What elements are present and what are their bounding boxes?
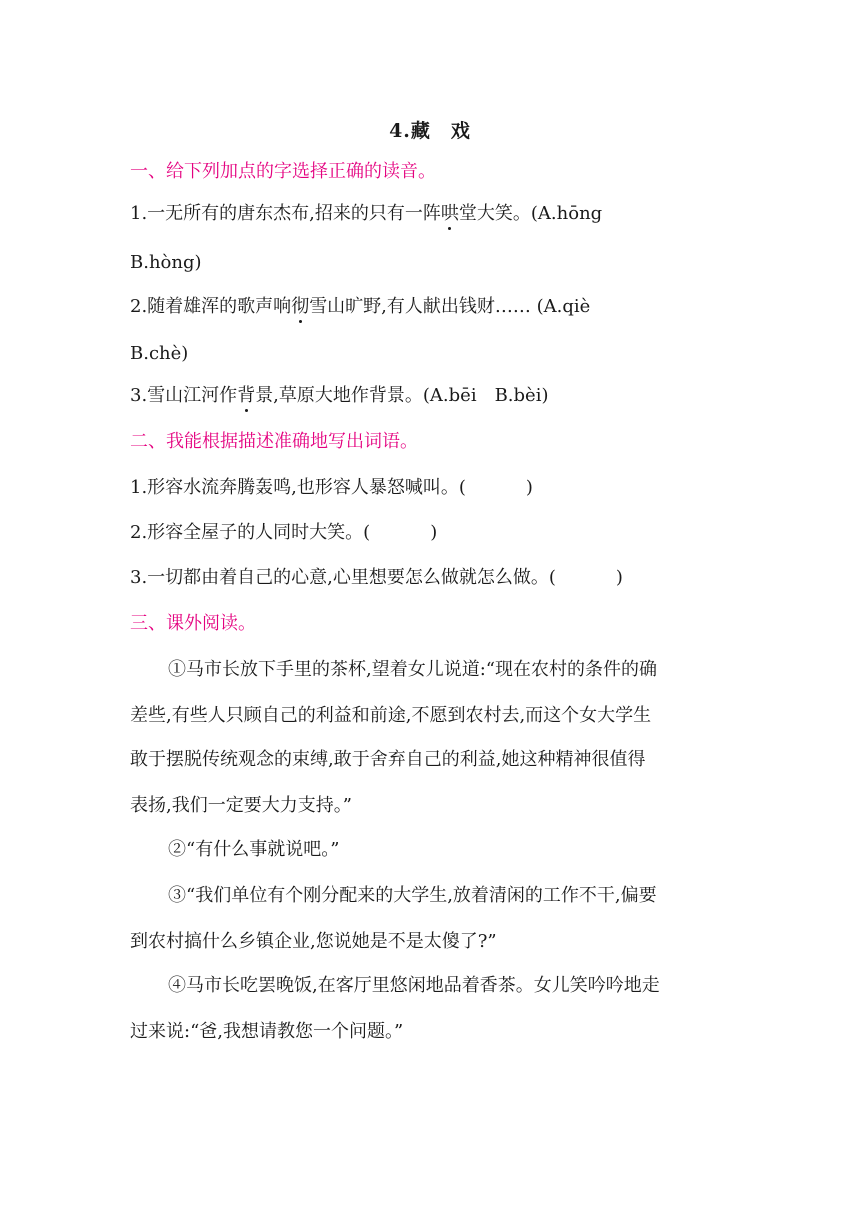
lesson-title: 4.藏 戏 — [389, 120, 471, 142]
passage-line: 过来说:“爸,我想请教您一个问题。” — [130, 1021, 404, 1042]
dotted-char: 哄 — [440, 203, 459, 224]
passage-line: 敢于摆脱传统观念的束缚,敢于舍弃自己的利益,她这种精神很值得 — [130, 749, 646, 770]
q1-item-2: 2.随着雄浑的歌声响彻雪山旷野,有人献出钱财…… (A.qiè — [130, 296, 591, 317]
passage-line: ④马市长吃罢晚饭,在客厅里悠闲地品着香茶。女儿笑吟吟地走 — [168, 975, 660, 996]
section-heading-3: 三、课外阅读。 — [130, 613, 256, 634]
passage-line: 差些,有些人只顾自己的利益和前途,不愿到农村去,而这个女大学生 — [130, 705, 652, 726]
q2-item-3: 3.一切都由着自己的心意,心里想要怎么做就怎么做。( ) — [130, 567, 623, 588]
q2-item-1: 1.形容水流奔腾轰鸣,也形容人暴怒喊叫。( ) — [130, 477, 533, 498]
q1-item-1-cont: B.hòng) — [130, 252, 202, 273]
passage-line: ③“我们单位有个刚分配来的大学生,放着清闲的工作不干,偏要 — [168, 885, 657, 906]
passage-line: ②“有什么事就说吧。” — [168, 839, 340, 860]
passage-line: 表扬,我们一定要大力支持。” — [130, 795, 352, 816]
q1-item-1: 1.一无所有的唐东杰布,招来的只有一阵哄堂大笑。(A.hōng — [130, 203, 603, 224]
q1-item-3: 3.雪山江河作背景,草原大地作背景。(A.bēi B.bèi) — [130, 385, 549, 406]
dotted-char: 背 — [237, 385, 256, 406]
passage-line: ①马市长放下手里的茶杯,望着女儿说道:“现在农村的条件的确 — [168, 659, 657, 680]
section-heading-2: 二、我能根据描述准确地写出词语。 — [130, 431, 418, 452]
q1-item-2-cont: B.chè) — [130, 343, 189, 364]
dotted-char: 彻 — [291, 296, 310, 317]
q2-item-2: 2.形容全屋子的人同时大笑。( ) — [130, 522, 438, 543]
section-heading-1: 一、给下列加点的字选择正确的读音。 — [130, 161, 436, 182]
passage-line: 到农村搞什么乡镇企业,您说她是不是太傻了?” — [130, 931, 497, 952]
